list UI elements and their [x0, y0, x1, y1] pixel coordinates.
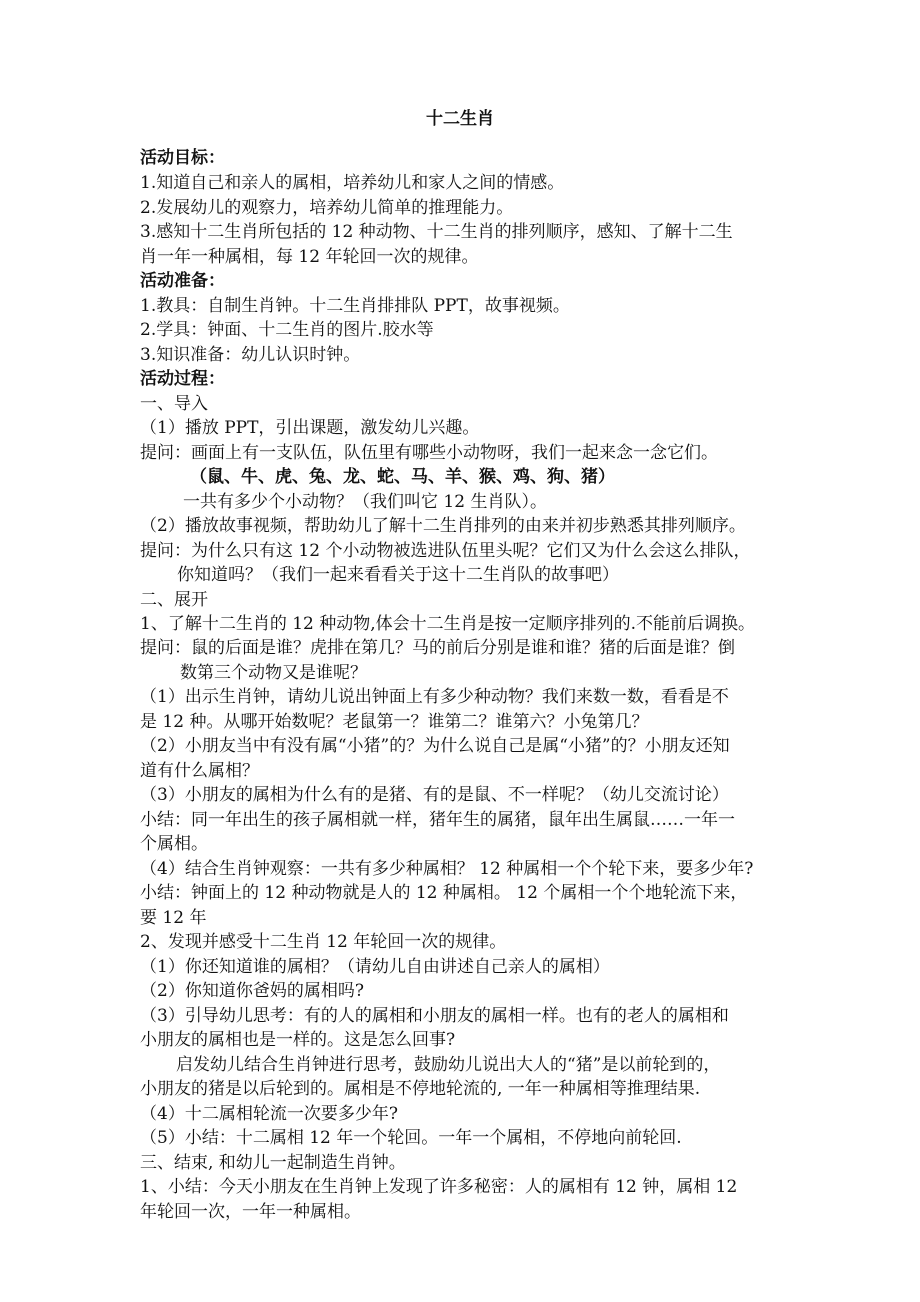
conclusion-heading: 三、结束, 和幼儿一起制造生肖钟。 — [140, 1153, 406, 1173]
develop-line: 数第三个动物又是谁呢？ — [180, 663, 367, 683]
document-title: 十二生肖 — [426, 109, 494, 129]
prep-line-2: 2.学具：钟面、十二生肖的图片.胶水等 — [140, 320, 434, 340]
develop-line: 要 12 年 — [140, 908, 207, 928]
process-line: 你知道吗？（我们一起来看看关于这十二生肖队的故事吧） — [177, 565, 619, 585]
process-line: 提问：画面上有一支队伍，队伍里有哪些小动物呀，我们一起来念一念它们。 — [140, 443, 718, 463]
develop-line: （5）小结：十二属相 12 年一个轮回。一年一个属相，不停地向前轮回. — [140, 1128, 682, 1148]
prep-line-1: 1.教具：自制生肖钟。十二生肖排排队 PPT，故事视频。 — [140, 296, 570, 316]
develop-line: （2）你知道你爸妈的属相吗? — [140, 981, 364, 1001]
process-line: 提问：为什么只有这 12 个小动物被选进队伍里头呢？它们又为什么会这么排队， — [140, 541, 751, 561]
process-line: （2）播放故事视频，帮助幼儿了解十二生肖排列的由来并初步熟悉其排列顺序。 — [140, 516, 746, 536]
section-heading-process: 活动过程： — [140, 369, 225, 389]
develop-line: 小结：钟面上的 12 种动物就是人的 12 种属相。 12 个属相一个个地轮流下来， — [140, 883, 748, 903]
develop-line: 个属相。 — [140, 834, 208, 854]
develop-line: 小结：同一年出生的孩子属相就一样，猪年生的属猪，鼠年出生属鼠……一年一 — [140, 810, 735, 830]
prep-line-3: 3.知识准备：幼儿认识时钟。 — [140, 345, 361, 365]
conclusion-line: 1、小结：今天小朋友在生肖钟上发现了许多秘密：人的属相有 12 钟，属相 12 — [140, 1177, 738, 1197]
develop-line: 道有什么属相？ — [140, 761, 259, 781]
develop-line: （2）小朋友当中有没有属“小猪”的？为什么说自己是属“小猪”的？小朋友还知 — [140, 736, 730, 756]
zodiac-animal-list: （鼠、牛、虎、兔、龙、蛇、马、羊、猴、鸡、狗、猪） — [190, 467, 615, 487]
develop-heading: 二、展开 — [140, 590, 208, 610]
process-line: 一共有多少个小动物？（我们叫它 12 生肖队）。 — [183, 492, 547, 512]
develop-line: （4）结合生肖钟观察：一共有多少种属相？ 12 种属相一个个轮下来，要多少年? — [140, 859, 754, 879]
section-heading-preparation: 活动准备： — [140, 271, 225, 291]
develop-line: 2、发现并感受十二生肖 12 年轮回一次的规律。 — [140, 932, 507, 952]
goal-line-2: 2.发展幼儿的观察力，培养幼儿简单的推理能力。 — [140, 198, 514, 218]
develop-line: 提问：鼠的后面是谁？虎排在第几？马的前后分别是谁和谁？猪的后面是谁？倒 — [140, 638, 735, 658]
goal-line-3-cont: 肖一年一种属相，每 12 年轮回一次的规律。 — [140, 247, 479, 267]
conclusion-line: 年轮回一次，一年一种属相。 — [140, 1202, 361, 1222]
develop-line: 小朋友的猪是以后轮到的。属相是不停地轮流的, 一年一种属相等推理结果. — [140, 1079, 701, 1099]
process-line: （1）播放 PPT，引出课题，激发幼儿兴趣。 — [140, 418, 480, 438]
goal-line-3: 3.感知十二生肖所包括的 12 种动物、十二生肖的排列顺序，感知、了解十二生 — [140, 222, 733, 242]
develop-line: 是 12 种。从哪开始数呢？老鼠第一？谁第二？谁第六？小兔第几？ — [140, 712, 649, 732]
develop-line: 启发幼儿结合生肖钟进行思考，鼓励幼儿说出大人的“猪”是以前轮到的， — [176, 1055, 721, 1075]
develop-line: （1）你还知道谁的属相？（请幼儿自由讲述自己亲人的属相） — [140, 957, 610, 977]
develop-line: 1、了解十二生肖的 12 种动物,体会十二生肖是按一定顺序排列的.不能前后调换。 — [140, 614, 756, 634]
develop-line: 小朋友的属相也是一样的。这是怎么回事? — [140, 1030, 456, 1050]
develop-line: （4）十二属相轮流一次要多少年? — [140, 1104, 398, 1124]
goal-line-1: 1.知道自己和亲人的属相，培养幼儿和家人之间的情感。 — [140, 173, 565, 193]
develop-line: （1）出示生肖钟，请幼儿说出钟面上有多少种动物？我们来数一数，看看是不 — [140, 687, 729, 707]
develop-line: （3）小朋友的属相为什么有的是猪、有的是鼠、不一样呢？（幼儿交流讨论） — [140, 785, 729, 805]
develop-line: （3）引导幼儿思考：有的人的属相和小朋友的属相一样。也有的老人的属相和 — [140, 1006, 729, 1026]
process-intro-heading: 一、导入 — [140, 394, 208, 414]
section-heading-goals: 活动目标： — [140, 148, 225, 168]
